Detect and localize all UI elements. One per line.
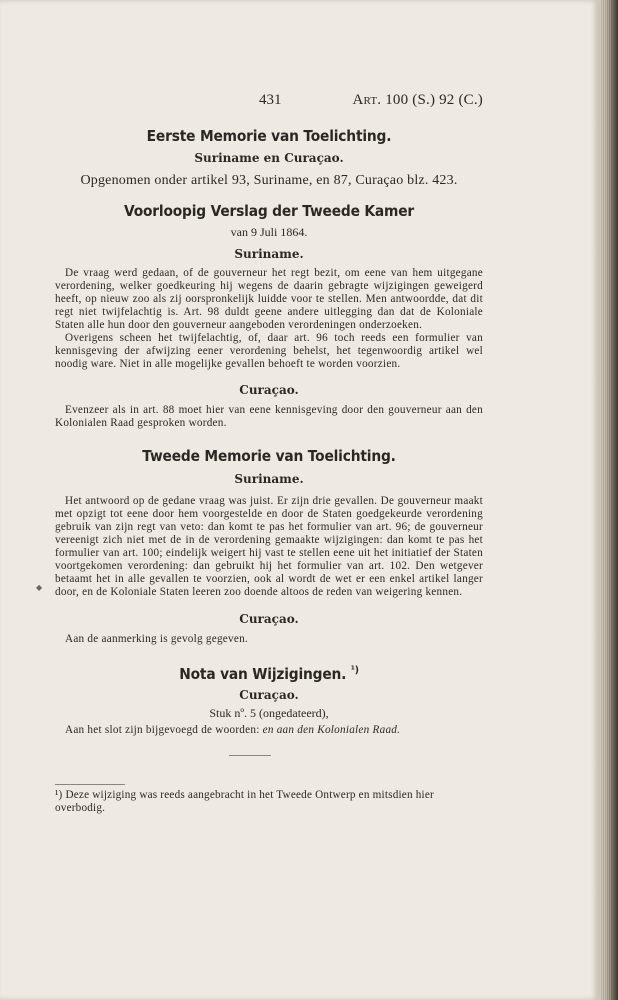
section4-title <box>72 665 466 683</box>
running-head <box>55 92 483 112</box>
section1-note: Opgenomen onder artikel 93, Suriname, en 87, Curaçao blz. 423. <box>80 173 458 188</box>
page-content <box>55 92 483 815</box>
section3-suriname-heading: Suriname. <box>234 472 304 486</box>
paragraph: Het antwoord op de gedane vraag was juist. Er zijn drie gevallen. De gouverneur maakt met opzigt tot eene door hem voorgestelde en door de Staten goedgekeurde verordening gebruik van zijn regt van veto: dan komt te pas het formulier van art. 96; de gouverneur vereenigt zich niet met de in de verordening gemaakte wijzigingen: dan komt te pas het formulier van art. 100; eindelijk weigert hij vast te stellen eene uit het initiatief der Staten voortgekomen verordening: dan gebruikt hij het formulier van art. 102. Den wetgever betaamt het in alle gevallen te voorzien, ook al wordt de wet er een enkel artikel langer door, en de Koloniale Staten leeren zoo doende altoos de reden van weigering kennen. <box>55 495 483 598</box>
paragraph: De vraag werd gedaan, of de gouverneur het regt bezit, om eene van hem uitgegane verordening, welker goedkeuring hij wegens de daarin gebragte wijzigingen geweigerd heeft, op nieuw zoo als zij oorspronkelijk luidde voor te stellen. Men antwoordde, dat dit regt niet twijfelachtig is. Art. 98 duldt geene andere uitlegging dan dat de Koloniale Staten alle hun door den gouverneur aangeboden verordeningen onderzoeken. <box>55 267 483 331</box>
section1-subtitle: Suriname en Curaçao. <box>194 151 344 165</box>
section4-subtitle: Curaçao. <box>239 688 299 702</box>
footnote-marker: ¹) <box>55 789 63 801</box>
section2-suriname-text <box>55 267 483 371</box>
section2-suriname-heading: Suriname. <box>234 247 304 261</box>
margin-mark: ◆ <box>36 583 43 592</box>
section3-suriname-text <box>55 495 483 599</box>
page-edge-lines <box>600 0 612 1000</box>
paragraph: Evenzeer als in art. 88 moet hier van eene kennisgeving door den gouverneur aan den Kolonialen Raad gesproken worden. <box>55 404 483 429</box>
footnote <box>55 789 483 815</box>
footnote-text: Deze wijziging was reeds aangebracht in het Tweede Ontwerp en mitsdien hier overbodig. <box>55 789 434 814</box>
sentence-italic: en aan den Kolonialen Raad. <box>262 724 401 736</box>
section2-date: van 9 Juli 1864. <box>230 225 308 239</box>
paragraph: Aan de aanmerking is gevolg gegeven. <box>65 633 248 645</box>
section4-stuk: Stuk nº. 5 (ongedateerd), <box>209 706 329 720</box>
page-number: 431 <box>259 92 282 108</box>
section2-curacao-text <box>55 404 483 430</box>
article-reference: Art. 100 (S.) 92 (C.) <box>352 92 483 108</box>
section1-title: Eerste Memorie van Toelichting. <box>146 127 392 145</box>
section4-sentence <box>55 724 483 737</box>
section3-curacao-text <box>55 633 483 646</box>
paragraph: Overigens scheen het twijfelachtig, of, daar art. 96 toch reeds een formulier van kennisgeving der afwijzing eener verordening behelst, het tegenwoordig artikel wel noodig ware. Niet in alle mogelijke gevallen behoeft te worden voorzien. <box>55 332 483 370</box>
section2-curacao-heading: Curaçao. <box>239 383 299 397</box>
footnote-reference: ¹) <box>350 665 359 676</box>
section2-title: Voorloopig Verslag der Tweede Kamer <box>123 202 415 220</box>
section3-curacao-heading: Curaçao. <box>239 612 299 626</box>
section4-title-text: Nota van Wijzigingen. <box>179 665 347 683</box>
section3-title: Tweede Memorie van Toelichting. <box>142 447 396 465</box>
sentence-text: Aan het slot zijn bijgevoegd de woorden: <box>65 724 260 736</box>
